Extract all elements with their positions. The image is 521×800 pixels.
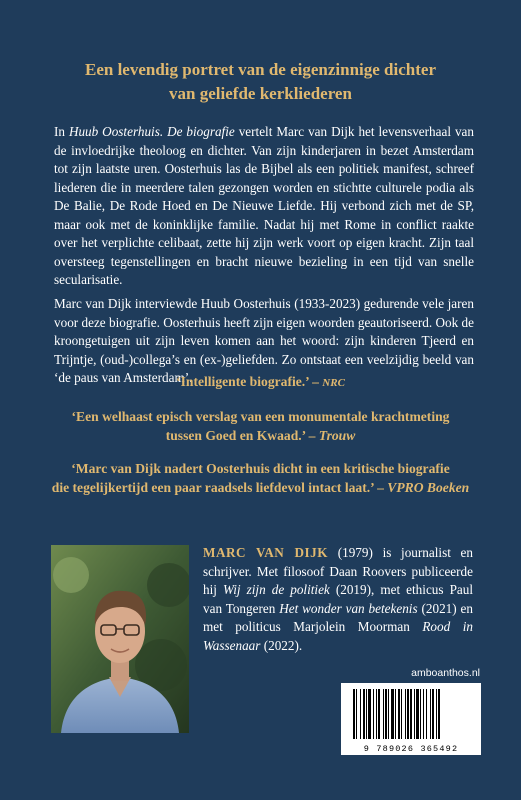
isbn-barcode: [341, 683, 481, 755]
synopsis-intro: In: [54, 124, 69, 139]
synopsis-paragraph: [54, 123, 474, 290]
author-bio-text: (1979) is journalist en schrijver. Met filosoof Daan Roovers publiceerde hij: [203, 545, 473, 597]
headline-line-2: van geliefde kerkliederen: [169, 84, 352, 103]
review-quote-trouw: [40, 408, 481, 445]
quote-source: Trouw: [318, 427, 356, 443]
barcode-digits: 9 789026 365492: [363, 744, 459, 754]
author-bio-text: (2021) en met politicus Marjolein Moorman: [203, 600, 473, 634]
publisher-url: amboanthos.nl: [411, 667, 480, 679]
author-bio-text: (2022).: [260, 637, 303, 653]
book-reference: Het wonder van betekenis: [279, 600, 418, 616]
quote-source: NRC: [322, 377, 345, 389]
headline-line-1: Een levendig portret van de eigenzinnige dichter: [85, 60, 436, 79]
author-name: MARC VAN DIJK: [203, 545, 329, 560]
author-photo: [51, 545, 189, 733]
author-bio-text: (2019), met ethicus Paul van Tongeren: [203, 582, 474, 616]
book-title: Huub Oosterhuis. De biografie: [68, 124, 235, 139]
quote-line: ‘Een welhaast episch verslag van een monumentale krachtmeting: [71, 409, 450, 424]
quote-source: VPRO Boeken: [387, 479, 470, 495]
barcode-bars: [341, 683, 481, 743]
headline: [40, 58, 481, 106]
review-quote-nrc: [40, 373, 481, 393]
quote-text: ‘Intelligente biografie.’ –: [176, 374, 323, 389]
author-portrait-image: [51, 545, 189, 733]
quote-line: ‘Marc van Dijk nadert Oosterhuis dicht in een kritische biografie: [71, 461, 450, 476]
review-quote-vpro: [40, 460, 481, 497]
book-reference: Rood in Wassenaar: [203, 619, 473, 653]
author-bio: [203, 544, 473, 655]
quote-line: die tegelijkertijd een paar raadsels liefdevol intact laat.’ –: [51, 479, 388, 495]
interview-text: Marc van Dijk interviewde Huub Oosterhuis (1933-2023) gedurende vele jaren voor deze biografie. Oosterhuis heeft zijn eigen woorden geautoriseerd. Ook de kroongetuigen uit zijn leven komen aan het woord: zijn kinderen Tjeerd en Trijntje, (oud-)collega’s en (ex-)geliefden. Zo ontstaat een veelzijdig beeld van ‘de paus van Amsterdam’.: [54, 296, 474, 385]
book-reference: Wij zijn de politiek: [222, 582, 330, 597]
quote-line: tussen Goed en Kwaad.’ –: [165, 427, 319, 443]
synopsis-text: vertelt Marc van Dijk het levensverhaal van de invloedrijke theoloog en dichter. Van zijn kinderjaren in bezet Amsterdam tot zijn laatste uren. Oosterhuis las de Bijbel als een politiek manifest, schreef liederen die in meerdere talen gezongen worden en stichtte culturele podia als De Balie, De Rode Hoed en De Nieuwe Liefde. Hij verbond zich met de SP, maar ook met de koninklijke familie. Nadat hij met Rome in conflict raakte over het verplichte celibaat, zette hij zijn werk voort op eigen kracht. Zijn taal oversteeg tegenstellingen en bracht nieuwe bezieling in een tijd van snelle secularisatie.: [54, 124, 474, 287]
